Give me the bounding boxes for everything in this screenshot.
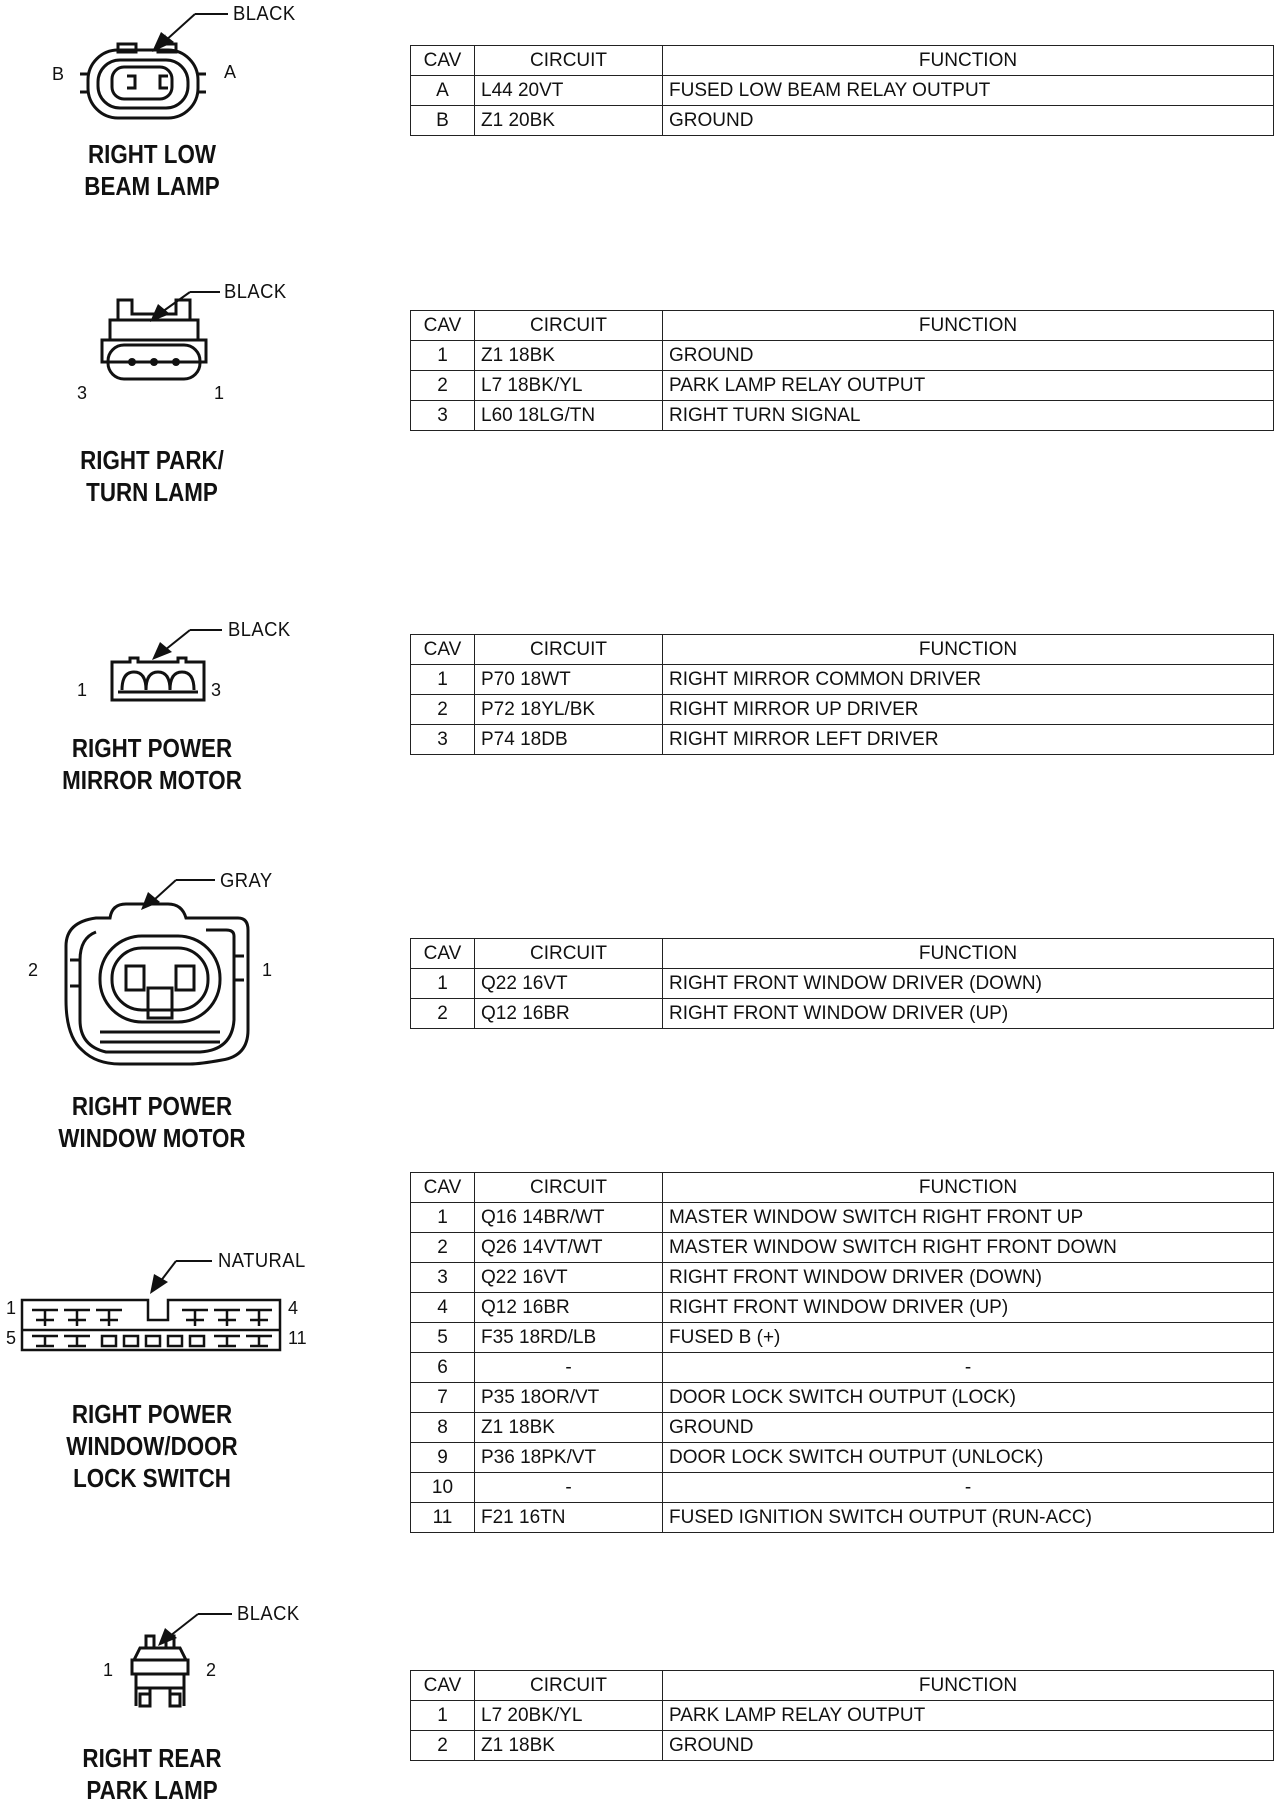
connector-figure — [0, 1600, 320, 1814]
table-row — [411, 695, 1274, 725]
pin-label-b: B — [52, 64, 65, 84]
table-row — [411, 1263, 1274, 1293]
pin-label-a: A — [224, 62, 237, 82]
circuit-cell: P72 18YL/BK — [475, 695, 663, 725]
header-cav: CAV — [411, 1173, 475, 1203]
circuit-cell: P70 18WT — [475, 665, 663, 695]
connector-title — [23, 1742, 281, 1806]
cav-cell: 10 — [411, 1473, 475, 1503]
function-cell: FUSED LOW BEAM RELAY OUTPUT — [663, 76, 1274, 106]
table-row — [411, 1473, 1274, 1503]
circuit-cell: L44 20VT — [475, 76, 663, 106]
circuit-cell: Q26 14VT/WT — [475, 1233, 663, 1263]
pinout-table — [410, 634, 1274, 755]
connector-right-low-beam-lamp — [0, 0, 1280, 230]
table-header-row — [411, 1671, 1274, 1701]
function-cell: - — [663, 1473, 1274, 1503]
header-circuit: CIRCUIT — [475, 46, 663, 76]
header-cav: CAV — [411, 1671, 475, 1701]
header-function: FUNCTION — [663, 1173, 1274, 1203]
function-cell: GROUND — [663, 341, 1274, 371]
circuit-cell: P35 18OR/VT — [475, 1383, 663, 1413]
pin-label-1: 1 — [77, 680, 88, 700]
pinout-table — [410, 1172, 1274, 1533]
table-row — [411, 1731, 1274, 1761]
function-cell: FUSED B (+) — [663, 1323, 1274, 1353]
table-row — [411, 665, 1274, 695]
connector-title — [23, 1398, 281, 1494]
circuit-cell: Q16 14BR/WT — [475, 1203, 663, 1233]
cav-cell: 2 — [411, 1731, 475, 1761]
header-cav: CAV — [411, 46, 475, 76]
connector-color-label: BLACK — [233, 3, 296, 25]
circuit-cell: Z1 20BK — [475, 106, 663, 136]
circuit-cell: Z1 18BK — [475, 1413, 663, 1443]
table-row — [411, 1503, 1274, 1533]
header-function: FUNCTION — [663, 311, 1274, 341]
function-cell: RIGHT FRONT WINDOW DRIVER (DOWN) — [663, 1263, 1274, 1293]
pin-label-2: 2 — [206, 1660, 217, 1680]
function-cell: GROUND — [663, 1731, 1274, 1761]
table-header-row — [411, 635, 1274, 665]
circuit-cell: F21 16TN — [475, 1503, 663, 1533]
cav-cell: 1 — [411, 1701, 475, 1731]
circuit-cell: P36 18PK/VT — [475, 1443, 663, 1473]
function-cell: PARK LAMP RELAY OUTPUT — [663, 371, 1274, 401]
pin-label-3: 3 — [211, 680, 222, 700]
table-row — [411, 106, 1274, 136]
function-cell: RIGHT TURN SIGNAL — [663, 401, 1274, 431]
table-row — [411, 401, 1274, 431]
connector-title-line: WINDOW/DOOR — [66, 1431, 238, 1461]
pinout-table — [410, 310, 1274, 431]
cav-cell: 6 — [411, 1353, 475, 1383]
function-cell: MASTER WINDOW SWITCH RIGHT FRONT UP — [663, 1203, 1274, 1233]
cav-cell: 5 — [411, 1323, 475, 1353]
cav-cell: A — [411, 76, 475, 106]
connector-title-line: RIGHT PARK/ — [80, 445, 224, 475]
header-circuit: CIRCUIT — [475, 311, 663, 341]
header-cav: CAV — [411, 311, 475, 341]
connector-figure — [0, 0, 320, 230]
table-row — [411, 371, 1274, 401]
table-header-row — [411, 939, 1274, 969]
cav-cell: 7 — [411, 1383, 475, 1413]
circuit-cell: L60 18LG/TN — [475, 401, 663, 431]
connector-right-rear-park-lamp — [0, 1600, 1280, 1814]
cav-cell: 1 — [411, 969, 475, 999]
connector-color-label: BLACK — [228, 619, 291, 641]
connector-title — [23, 1090, 281, 1154]
function-cell: RIGHT MIRROR COMMON DRIVER — [663, 665, 1274, 695]
connector-right-power-window-door-lock-switch — [0, 1170, 1280, 1590]
pinout-table — [410, 1670, 1274, 1761]
connector-figure — [0, 610, 320, 830]
connector-title-line: RIGHT POWER — [71, 733, 233, 763]
table-header-row — [411, 311, 1274, 341]
circuit-cell: Q22 16VT — [475, 1263, 663, 1293]
table-row — [411, 1701, 1274, 1731]
circuit-cell: Q12 16BR — [475, 999, 663, 1029]
pin-label-1: 1 — [262, 960, 273, 980]
function-cell: GROUND — [663, 1413, 1274, 1443]
table-header-row — [411, 46, 1274, 76]
circuit-cell: P74 18DB — [475, 725, 663, 755]
cav-cell: 1 — [411, 1203, 475, 1233]
header-function: FUNCTION — [663, 939, 1274, 969]
cav-cell: 8 — [411, 1413, 475, 1443]
cav-cell: B — [411, 106, 475, 136]
cav-cell: 2 — [411, 695, 475, 725]
function-cell: MASTER WINDOW SWITCH RIGHT FRONT DOWN — [663, 1233, 1274, 1263]
circuit-cell: Z1 18BK — [475, 1731, 663, 1761]
cav-cell: 1 — [411, 665, 475, 695]
circuit-cell: L7 18BK/YL — [475, 371, 663, 401]
function-cell: RIGHT MIRROR LEFT DRIVER — [663, 725, 1274, 755]
connector-color-label: BLACK — [224, 281, 287, 303]
cav-cell: 2 — [411, 999, 475, 1029]
pin-label-2: 2 — [28, 960, 39, 980]
circuit-cell: - — [475, 1353, 663, 1383]
connector-title-line: RIGHT REAR — [82, 1743, 222, 1773]
connector-title-line: RIGHT POWER — [71, 1091, 233, 1121]
table-header-row — [411, 1173, 1274, 1203]
connector-color-label: BLACK — [237, 1603, 300, 1625]
connector-title — [23, 138, 281, 202]
pin-label-5: 5 — [6, 1328, 17, 1348]
pin-label-1: 1 — [214, 383, 225, 403]
connector-title-line: WINDOW MOTOR — [58, 1123, 246, 1153]
connector-title-line: PARK LAMP — [86, 1775, 218, 1805]
function-cell: RIGHT FRONT WINDOW DRIVER (UP) — [663, 1293, 1274, 1323]
cav-cell: 1 — [411, 341, 475, 371]
connector-color-label: NATURAL — [218, 1250, 306, 1272]
table-row — [411, 1353, 1274, 1383]
cav-cell: 11 — [411, 1503, 475, 1533]
table-row — [411, 1413, 1274, 1443]
pin-label-11: 11 — [288, 1328, 307, 1348]
header-circuit: CIRCUIT — [475, 939, 663, 969]
table-row — [411, 1203, 1274, 1233]
connector-figure — [0, 860, 320, 1160]
header-function: FUNCTION — [663, 1671, 1274, 1701]
function-cell: FUSED IGNITION SWITCH OUTPUT (RUN-ACC) — [663, 1503, 1274, 1533]
circuit-cell: Z1 18BK — [475, 341, 663, 371]
connector-title-line: TURN LAMP — [86, 477, 218, 507]
connector-title-line: MIRROR MOTOR — [62, 765, 242, 795]
function-cell: DOOR LOCK SWITCH OUTPUT (LOCK) — [663, 1383, 1274, 1413]
table-row — [411, 1443, 1274, 1473]
header-function: FUNCTION — [663, 635, 1274, 665]
connector-figure — [0, 270, 320, 520]
table-row — [411, 1293, 1274, 1323]
table-row — [411, 725, 1274, 755]
cav-cell: 9 — [411, 1443, 475, 1473]
header-cav: CAV — [411, 939, 475, 969]
table-row — [411, 969, 1274, 999]
header-circuit: CIRCUIT — [475, 1173, 663, 1203]
connector-title-line: RIGHT LOW — [88, 139, 216, 169]
circuit-cell: Q22 16VT — [475, 969, 663, 999]
connector-title — [23, 732, 281, 796]
table-row — [411, 1233, 1274, 1263]
header-circuit: CIRCUIT — [475, 1671, 663, 1701]
cav-cell: 3 — [411, 725, 475, 755]
function-cell: RIGHT FRONT WINDOW DRIVER (DOWN) — [663, 969, 1274, 999]
header-circuit: CIRCUIT — [475, 635, 663, 665]
pinout-table — [410, 45, 1274, 136]
function-cell: PARK LAMP RELAY OUTPUT — [663, 1701, 1274, 1731]
cav-cell: 2 — [411, 1233, 475, 1263]
function-cell: DOOR LOCK SWITCH OUTPUT (UNLOCK) — [663, 1443, 1274, 1473]
table-row — [411, 1383, 1274, 1413]
connector-title-line: RIGHT POWER — [71, 1399, 233, 1429]
circuit-cell: Q12 16BR — [475, 1293, 663, 1323]
cav-cell: 3 — [411, 1263, 475, 1293]
circuit-cell: L7 20BK/YL — [475, 1701, 663, 1731]
connector-title-line: LOCK SWITCH — [73, 1463, 231, 1493]
connector-title-line: BEAM LAMP — [84, 171, 220, 201]
connector-right-power-mirror-motor — [0, 610, 1280, 830]
circuit-cell: F35 18RD/LB — [475, 1323, 663, 1353]
pin-label-1: 1 — [6, 1298, 17, 1318]
connector-title — [23, 444, 281, 508]
cav-cell: 3 — [411, 401, 475, 431]
pinout-table — [410, 938, 1274, 1029]
cav-cell: 2 — [411, 371, 475, 401]
pin-label-3: 3 — [77, 383, 88, 403]
circuit-cell: - — [475, 1473, 663, 1503]
connector-figure — [0, 1170, 320, 1590]
table-row — [411, 1323, 1274, 1353]
header-cav: CAV — [411, 635, 475, 665]
table-row — [411, 76, 1274, 106]
header-function: FUNCTION — [663, 46, 1274, 76]
pin-label-4: 4 — [288, 1298, 299, 1318]
table-row — [411, 341, 1274, 371]
function-cell: - — [663, 1353, 1274, 1383]
connector-color-label: GRAY — [220, 870, 273, 892]
function-cell: RIGHT FRONT WINDOW DRIVER (UP) — [663, 999, 1274, 1029]
connector-right-park-turn-lamp — [0, 270, 1280, 520]
cav-cell: 4 — [411, 1293, 475, 1323]
pin-label-1: 1 — [103, 1660, 114, 1680]
function-cell: GROUND — [663, 106, 1274, 136]
function-cell: RIGHT MIRROR UP DRIVER — [663, 695, 1274, 725]
connector-right-power-window-motor — [0, 860, 1280, 1160]
table-row — [411, 999, 1274, 1029]
